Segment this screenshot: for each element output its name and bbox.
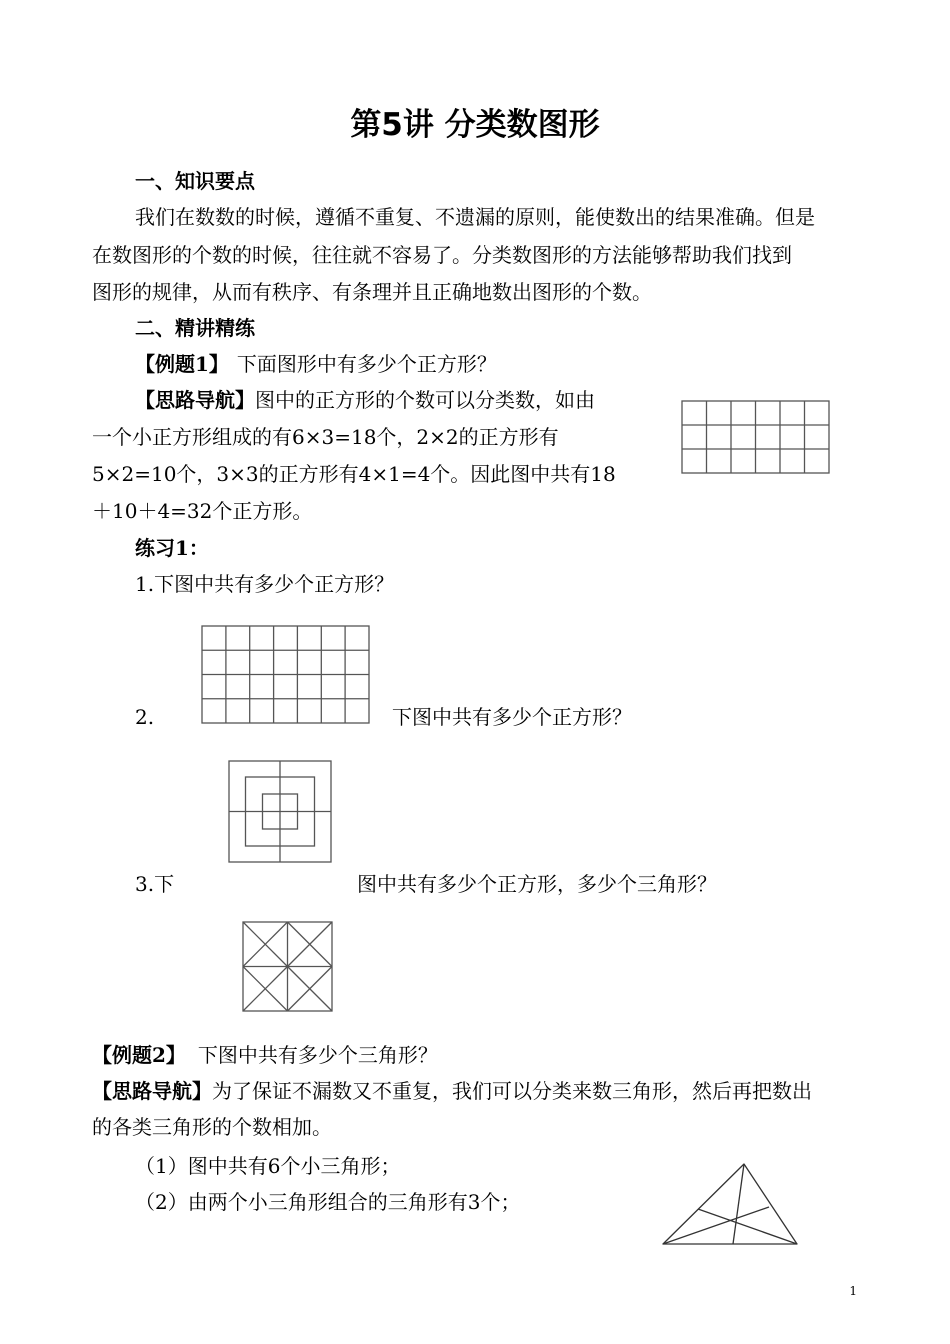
practice1-question-3: 图中共有多少个正方形，多少个三角形？	[357, 872, 717, 896]
practice1-heading: 练习1：	[135, 536, 209, 560]
paragraph-line: 我们在数数的时候，遵循不重复、不遗漏的原则，能使数出的结果准确。但是	[135, 205, 815, 229]
section-heading-knowledge: 一、知识要点	[135, 169, 255, 193]
example1-hint-label: 【思路导航】	[135, 388, 255, 412]
page-title: 第5讲 分类数图形	[350, 107, 600, 143]
section-heading-practice: 二、精讲精练	[135, 316, 255, 340]
example1-hint-line: ＋10＋4=32个正方形。	[92, 499, 313, 523]
paragraph-line: 图形的规律，从而有秩序、有条理并且正确地数出图形的个数。	[92, 280, 652, 304]
example1-question: 下面图形中有多少个正方形？	[236, 352, 497, 376]
example1-hint-line: 5×2=10个，3×3的正方形有4×1=4个。因此图中共有18	[92, 462, 616, 486]
example1-hint-line: 一个小正方形组成的有6×3=18个，2×2的正方形有	[92, 425, 559, 449]
example2-hint-line: 的各类三角形的个数相加。	[92, 1115, 332, 1139]
practice2-nested-squares-figure	[228, 760, 334, 864]
example2-question: 下图中共有多少个三角形？	[197, 1043, 438, 1067]
example2-step: （1）图中共有6个小三角形；	[135, 1154, 401, 1178]
practice1-question-3-number: 3.下	[135, 872, 175, 896]
example2-hint-label: 【思路导航】	[92, 1079, 212, 1103]
example1-line	[135, 350, 497, 378]
example1-grid-figure	[681, 400, 831, 474]
example2-label: 【例题2】	[92, 1043, 186, 1067]
example2-line	[92, 1041, 438, 1069]
example1-label: 【例题1】	[135, 352, 229, 376]
paragraph-line: 在数图形的个数的时候，往往就不容易了。分类数图形的方法能够帮助我们找到	[92, 243, 792, 267]
example2-hint-line: 【思路导航】为了保证不漏数又不重复，我们可以分类来数三角形，然后再把数出	[92, 1079, 812, 1103]
practice1-question-1: 1.下图中共有多少个正方形？	[135, 572, 395, 596]
practice3-diagonal-squares-figure	[242, 921, 334, 1013]
example2-step: （2）由两个小三角形组合的三角形有3个；	[135, 1190, 521, 1214]
practice1-question-2-number: 2.	[135, 705, 155, 729]
practice1-question-2: 下图中共有多少个正方形？	[392, 705, 632, 729]
example1-hint-line: 【思路导航】图中的正方形的个数可以分类数，如由	[135, 388, 595, 412]
example2-triangle-figure	[660, 1160, 800, 1248]
page-number: 1	[849, 1284, 857, 1298]
practice1-grid-figure	[201, 625, 371, 724]
